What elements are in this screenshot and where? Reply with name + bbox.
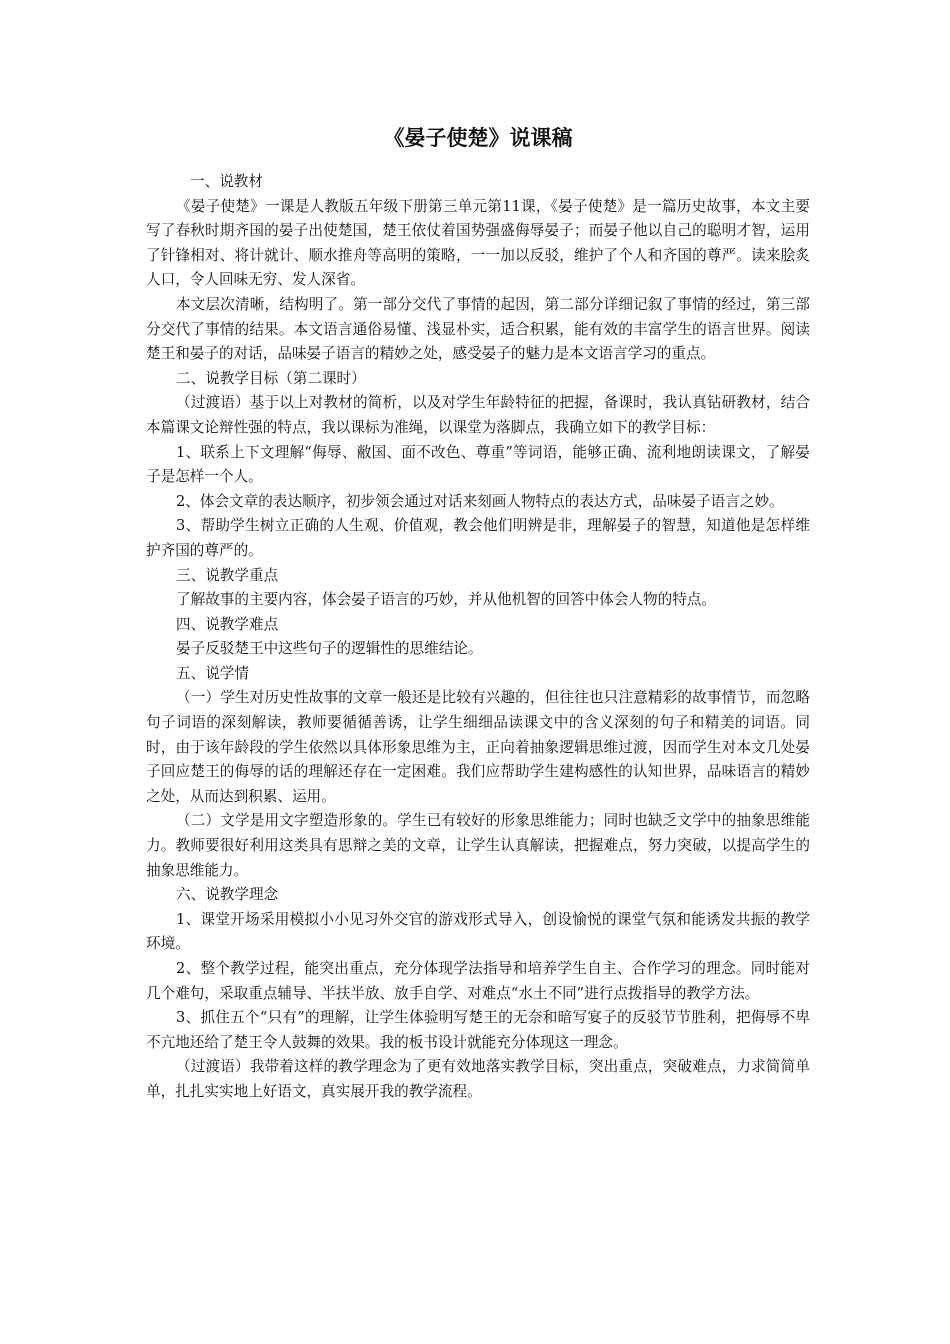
paragraph-goals-intro: （过渡语）基于以上对教材的简析，以及对学生年龄特征的把握，备课时，我认真钻研教材，结合本篇课文论辩性强的特点，我以课标为准绳，以课堂为落脚点，我确立如下的教学目标： [146,394,810,436]
document-page [146,118,810,1105]
section-heading-key-points: 三、说教学重点 [176,566,279,584]
section-heading-students: 五、说学情 [176,664,249,682]
paragraph-goal-1: 1、联系上下文理解“侮辱、敝国、面不改色、尊重”等词语，能够正确、流利地朗读课文，了解晏子是怎样一个人。 [146,443,810,486]
paragraph-goal-2: 2、体会文章的表达顺序，初步领会通过对话来刻画人物特点的表达方式，品味晏子语言之妙。 [176,492,784,510]
paragraph-transition: （过渡语）我带着这样的教学理念为了更有效地落实教学目标，突出重点，突破难点，力求简简单单，扎扎实实地上好语文，真实展开我的教学流程。 [146,1058,810,1100]
paragraph-philosophy-2: 2、整个教学过程，能突出重点，充分体现学法指导和培养学生自主、合作学习的理念。同时能对几个难句，采取重点辅导、半扶半放、放手自学、对难点“水土不同”进行点拨指导的教学方法。 [146,960,810,1002]
paragraph-philosophy-3: 3、抓住五个“只有”的理解，让学生体验明写楚王的无奈和暗写宴子的反驳节节胜利，把侮辱不卑不亢地还给了楚王令人鼓舞的效果。我的板书设计就能充分体现这一理念。 [146,1009,810,1051]
section-heading-textbook: 一、说教材 [190,173,263,190]
paragraph-goal-3: 3、帮助学生树立正确的人生观、价值观，教会他们明辨是非，理解晏子的智慧，知道他是怎样维护齐国的尊严的。 [146,517,810,559]
paragraph-textbook-intro: 《晏子使楚》一课是人教版五年级下册第三单元第11课，《晏子使楚》是一篇历史故事，本文主要写了春秋时期齐国的晏子出使楚国，楚王依仗着国势强盛侮辱晏子；而晏子他以自己的聪明才智，运用了针锋相对、将计就计、顺水推舟等高明的策略，一一加以反驳，维护了个人和齐国的尊严。读来脍炙人口，令人回味无穷、发人深省。 [146,197,810,289]
section-heading-goals: 二、说教学目标（第二课时） [176,369,366,387]
paragraph-students-1: （一）学生对历史性故事的文章一般还是比较有兴趣的，但往往也只注意精彩的故事情节，而忽略句子词语的深刻解读，教师要循循善诱，让学生细细品读课文中的含义深刻的句子和精美的词语。同时，由于该年龄段的学生依然以具体形象思维为主，正向着抽象逻辑思维过渡，因而学生对本文几处晏子回应楚王的侮辱的话的理解还存在一定困难。我们应帮助学生建构感性的认知世界，品味语言的精妙之处，从而达到积累、运用。 [146,689,810,805]
section-heading-difficulties: 四、说教学难点 [176,615,279,633]
paragraph-textbook-structure: 本文层次清晰，结构明了。第一部分交代了事情的起因，第二部分详细记叙了事情的经过，第三部分交代了事情的结果。本文语言通俗易懂、浅显朴实，适合积累，能有效的丰富学生的语言世界。阅读楚王和晏子的对话，品味晏子语言的精妙之处，感受晏子的魅力是本文语言学习的重点。 [146,295,810,363]
paragraph-philosophy-1: 1、课堂开场采用模拟小小见习外交官的游戏形式导入，创设愉悦的课堂气氛和能诱发共振的教学环境。 [146,910,810,953]
document-title: 《晏子使楚》说课稿 [383,125,573,150]
section-heading-philosophy: 六、说教学理念 [176,886,279,904]
paragraph-difficulties: 晏子反驳楚王中这些句子的逻辑性的思维结论。 [176,640,483,658]
paragraph-students-2: （二）文学是用文字塑造形象的。学生已有较好的形象思维能力；同时也缺乏文学中的抽象思维能力。教师要很好利用这类具有思辩之美的文章，让学生认真解读，把握难点，努力突破，以提高学生的抽象思维能力。 [146,812,810,879]
paragraph-key-points: 了解故事的主要内容，体会晏子语言的巧妙，并从他机智的回答中体会人物的特点。 [176,591,716,609]
